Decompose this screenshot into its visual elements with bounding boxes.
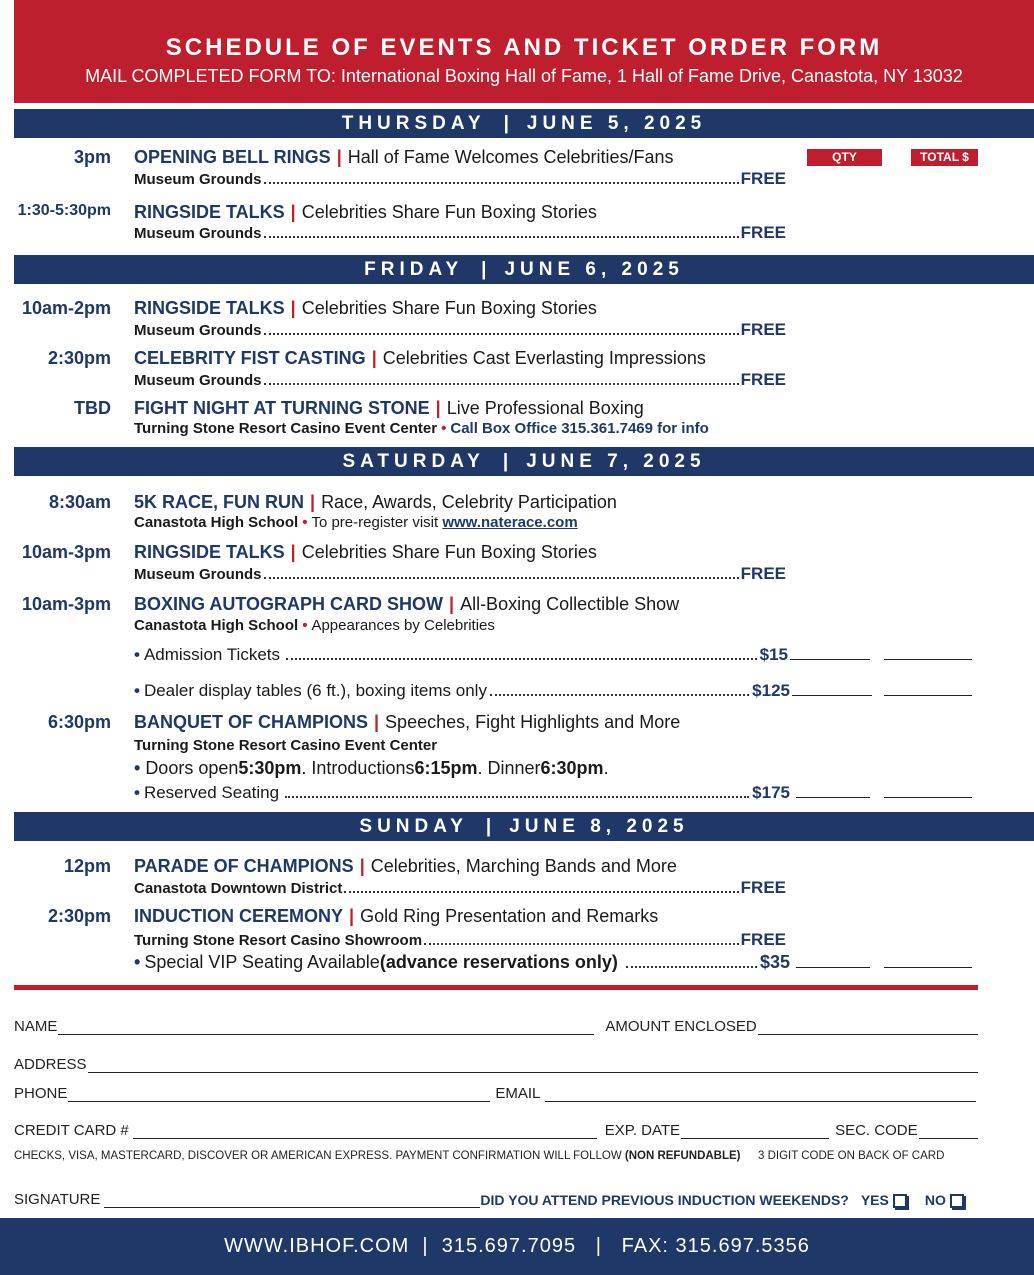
credit-card-row bbox=[14, 1122, 978, 1139]
total-field[interactable] bbox=[884, 644, 972, 660]
vip-seating-row: • Special VIP Seating Available (advance reservations only) $35 bbox=[134, 952, 972, 973]
sec-label: SEC. CODE bbox=[835, 1122, 918, 1139]
address-row bbox=[14, 1056, 978, 1073]
event-location-row bbox=[134, 878, 786, 898]
item-price: $125 bbox=[752, 681, 790, 700]
event-time: TBD bbox=[74, 398, 111, 418]
banquet-schedule: • Doors open 5:30pm . Introductions 6:15pm . Dinner 6:30pm . bbox=[134, 758, 609, 778]
exp-label: EXP. DATE bbox=[604, 1122, 681, 1139]
event-time: 10am-2pm bbox=[21, 298, 111, 318]
event-location: Museum Grounds bbox=[134, 372, 262, 389]
event-description: Race, Awards, Celebrity Participation bbox=[321, 492, 617, 512]
event-description: Celebrities, Marching Bands and More bbox=[370, 856, 677, 876]
event-price: FREE bbox=[740, 320, 786, 339]
preregister-text: To pre-register visit bbox=[311, 514, 439, 531]
item-price: $15 bbox=[759, 645, 788, 664]
event-time: 1:30-5:30pm bbox=[17, 202, 111, 219]
payment-note bbox=[14, 1150, 741, 1162]
event-time: 3pm bbox=[73, 147, 111, 167]
event-description: Hall of Fame Welcomes Celebrities/Fans bbox=[347, 147, 674, 167]
event-name: BOXING AUTOGRAPH CARD SHOW bbox=[134, 594, 444, 614]
event-description: Gold Ring Presentation and Remarks bbox=[360, 906, 659, 926]
no-checkbox[interactable] bbox=[950, 1194, 964, 1208]
admission-tickets-row: • Admission Tickets $15 bbox=[134, 644, 972, 665]
address-label: ADDRESS bbox=[14, 1056, 87, 1073]
event-location: Turning Stone Resort Casino Showroom bbox=[134, 932, 423, 949]
event-title: BANQUET OF CHAMPIONS | Speeches, Fight Highlights and More bbox=[134, 712, 681, 732]
name-field[interactable] bbox=[58, 1020, 594, 1035]
event-price: FREE bbox=[740, 564, 786, 583]
dinner-time: 6:30pm bbox=[540, 758, 604, 778]
event-name: FIGHT NIGHT AT TURNING STONE bbox=[134, 398, 430, 418]
total-column-header: TOTAL $ bbox=[911, 149, 978, 166]
event-name: BANQUET OF CHAMPIONS bbox=[134, 712, 368, 732]
event-price: FREE bbox=[740, 878, 786, 897]
phone-row bbox=[14, 1085, 976, 1102]
item-label: Dealer display tables (6 ft.), boxing items only bbox=[143, 681, 487, 700]
day-band-friday bbox=[14, 255, 1034, 284]
day-name: SUNDAY bbox=[359, 816, 468, 837]
event-time: 6:30pm bbox=[47, 712, 111, 732]
event-location-row bbox=[134, 737, 786, 754]
mailing-address: MAIL COMPLETED FORM TO: International Boxing Hall of Fame, 1 Hall of Fame Drive, Canastota, NY 13032 bbox=[85, 66, 963, 86]
event-location: Museum Grounds bbox=[134, 225, 262, 242]
event-description: All-Boxing Collectible Show bbox=[460, 594, 680, 614]
event-name: OPENING BELL RINGS bbox=[134, 147, 331, 167]
address-field[interactable] bbox=[88, 1058, 978, 1073]
email-label: EMAIL bbox=[495, 1085, 541, 1102]
sec-field[interactable] bbox=[919, 1124, 978, 1139]
day-date: JUNE 7, 2025 bbox=[526, 451, 706, 472]
event-location-row: Turning Stone Resort Casino Event Center • Call Box Office 315.361.7469 for info bbox=[134, 420, 709, 437]
qty-field[interactable] bbox=[796, 952, 870, 968]
doors-time: 5:30pm bbox=[238, 758, 302, 778]
card-label: CREDIT CARD # bbox=[14, 1122, 129, 1139]
event-location-row bbox=[134, 320, 786, 340]
event-location: Canastota High School bbox=[134, 514, 299, 531]
event-location-row bbox=[134, 370, 786, 390]
qty-column-header: QTY bbox=[807, 149, 882, 166]
item-price: $175 bbox=[752, 783, 790, 802]
event-location-row: Canastota High School • To pre-register visit www.naterace.com bbox=[134, 514, 578, 531]
dinner-text: . Dinner bbox=[477, 758, 541, 778]
total-field[interactable] bbox=[884, 952, 972, 968]
box-office-info: Call Box Office 315.361.7469 for info bbox=[450, 420, 709, 437]
vip-note: (advance reservations only) bbox=[379, 952, 618, 972]
appearances-text: Appearances by Celebrities bbox=[311, 617, 495, 634]
event-location-row bbox=[134, 223, 786, 243]
event-time: 10am-3pm bbox=[21, 594, 111, 614]
total-field[interactable] bbox=[884, 680, 972, 696]
day-separator: | bbox=[485, 816, 492, 837]
item-price: $35 bbox=[759, 952, 790, 972]
naterace-link[interactable]: www.naterace.com bbox=[442, 514, 578, 531]
item-label: Admission Tickets bbox=[143, 645, 280, 664]
amount-label: AMOUNT ENCLOSED bbox=[605, 1018, 757, 1035]
previous-weekends-question: DID YOU ATTEND PREVIOUS INDUCTION WEEKENDS? bbox=[480, 1192, 849, 1208]
day-name: SATURDAY bbox=[342, 451, 485, 472]
event-title: CELEBRITY FIST CASTING | Celebrities Cast Everlasting Impressions bbox=[134, 348, 706, 368]
event-location: Museum Grounds bbox=[134, 322, 262, 339]
event-time: 12pm bbox=[63, 856, 111, 876]
day-separator: | bbox=[503, 113, 509, 134]
day-date: JUNE 8, 2025 bbox=[509, 816, 689, 837]
event-location: Museum Grounds bbox=[134, 566, 262, 583]
signature-row bbox=[14, 1191, 978, 1208]
event-description: Live Professional Boxing bbox=[446, 398, 644, 418]
sec-code-note: 3 DIGIT CODE ON BACK OF CARD bbox=[758, 1150, 945, 1162]
event-title: RINGSIDE TALKS | Celebrities Share Fun Boxing Stories bbox=[134, 202, 597, 222]
event-time: 2:30pm bbox=[47, 348, 111, 368]
event-time: 2:30pm bbox=[47, 906, 111, 926]
event-location-row bbox=[134, 930, 786, 950]
form-title: SCHEDULE OF EVENTS AND TICKET ORDER FORM bbox=[165, 34, 883, 61]
qty-field[interactable] bbox=[792, 680, 872, 696]
event-time: 8:30am bbox=[48, 492, 111, 512]
payment-methods: CHECKS, VISA, MASTERCARD, DISCOVER OR AMERICAN EXPRESS. PAYMENT CONFIRMATION WILL FOLLOW bbox=[14, 1150, 625, 1162]
footer-text: WWW.IBHOF.COM | 315.697.7095 | FAX: 315.697.5356 bbox=[224, 1235, 810, 1257]
event-name: 5K RACE, FUN RUN bbox=[134, 492, 305, 512]
event-location: Canastota High School bbox=[134, 617, 299, 634]
divider bbox=[14, 985, 978, 990]
dealer-tables-row: • Dealer display tables (6 ft.), boxing items only $125 bbox=[134, 680, 972, 701]
event-name: CELEBRITY FIST CASTING bbox=[134, 348, 366, 368]
event-time: 10am-3pm bbox=[21, 542, 111, 562]
event-location: Museum Grounds bbox=[134, 171, 262, 188]
event-description: Celebrities Share Fun Boxing Stories bbox=[301, 298, 597, 318]
event-location: Turning Stone Resort Casino Event Center bbox=[134, 737, 438, 754]
signature-field[interactable] bbox=[104, 1193, 480, 1208]
event-title: RINGSIDE TALKS | Celebrities Share Fun Boxing Stories bbox=[134, 542, 597, 562]
event-location: Canastota Downtown District bbox=[134, 880, 343, 897]
name-label: NAME bbox=[14, 1018, 58, 1035]
item-label: Reserved Seating bbox=[143, 783, 280, 802]
day-name: THURSDAY bbox=[341, 113, 486, 134]
event-title: OPENING BELL RINGS | Hall of Fame Welcomes Celebrities/Fans bbox=[134, 147, 674, 167]
day-band-saturday bbox=[14, 447, 1034, 476]
reserved-seating-row: • Reserved Seating $175 bbox=[134, 782, 972, 803]
name-row bbox=[14, 1018, 978, 1035]
signature-label: SIGNATURE bbox=[14, 1191, 101, 1208]
event-description: Speeches, Fight Highlights and More bbox=[385, 712, 681, 732]
day-separator: | bbox=[502, 451, 509, 472]
event-name: INDUCTION CEREMONY bbox=[134, 906, 344, 926]
intro-time: 6:15pm bbox=[414, 758, 478, 778]
event-price: FREE bbox=[740, 370, 786, 389]
day-date: JUNE 5, 2025 bbox=[526, 113, 707, 134]
event-name: RINGSIDE TALKS bbox=[134, 202, 285, 222]
header-banner bbox=[14, 0, 1034, 103]
day-band-sunday bbox=[14, 812, 1034, 841]
doors-text: Doors open bbox=[145, 758, 239, 778]
event-location-row: Canastota High School • Appearances by Celebrities bbox=[134, 617, 495, 634]
footer-contact bbox=[0, 1218, 1034, 1275]
phone-field[interactable] bbox=[68, 1087, 490, 1102]
event-title: PARADE OF CHAMPIONS | Celebrities, Marching Bands and More bbox=[134, 856, 677, 876]
event-price: FREE bbox=[740, 223, 786, 242]
event-location: Turning Stone Resort Casino Event Center bbox=[134, 420, 438, 437]
non-refundable: (NON REFUNDABLE) bbox=[624, 1150, 741, 1162]
event-description: Celebrities Cast Everlasting Impressions bbox=[382, 348, 706, 368]
event-location-row bbox=[134, 169, 786, 189]
card-field[interactable] bbox=[133, 1124, 597, 1139]
intro-text: . Introductions bbox=[301, 758, 415, 778]
exp-field[interactable] bbox=[681, 1124, 829, 1139]
yes-label: YES bbox=[860, 1192, 889, 1208]
event-title: INDUCTION CEREMONY | Gold Ring Presentation and Remarks bbox=[134, 906, 659, 926]
email-field[interactable] bbox=[545, 1087, 976, 1102]
no-label: NO bbox=[924, 1192, 946, 1208]
event-price: FREE bbox=[740, 169, 786, 188]
event-location-row bbox=[134, 564, 786, 584]
event-title: 5K RACE, FUN RUN | Race, Awards, Celebrity Participation bbox=[134, 492, 617, 512]
qty-field[interactable] bbox=[790, 644, 870, 660]
amount-field[interactable] bbox=[758, 1020, 978, 1035]
event-title: RINGSIDE TALKS | Celebrities Share Fun Boxing Stories bbox=[134, 298, 597, 318]
total-field[interactable] bbox=[884, 782, 972, 798]
day-name: FRIDAY bbox=[364, 259, 464, 280]
period: . bbox=[603, 758, 609, 778]
qty-field[interactable] bbox=[796, 782, 870, 798]
event-name: RINGSIDE TALKS bbox=[134, 542, 285, 562]
day-separator: | bbox=[481, 259, 487, 280]
yes-checkbox[interactable] bbox=[893, 1194, 907, 1208]
event-description: Celebrities Share Fun Boxing Stories bbox=[301, 542, 597, 562]
event-description: Celebrities Share Fun Boxing Stories bbox=[301, 202, 597, 222]
vip-label: Special VIP Seating Available bbox=[144, 952, 380, 972]
phone-label: PHONE bbox=[14, 1085, 68, 1102]
event-title: FIGHT NIGHT AT TURNING STONE | Live Professional Boxing bbox=[134, 398, 644, 418]
event-title: BOXING AUTOGRAPH CARD SHOW | All-Boxing Collectible Show bbox=[134, 594, 680, 614]
event-price: FREE bbox=[740, 930, 786, 949]
event-name: RINGSIDE TALKS bbox=[134, 298, 285, 318]
day-date: JUNE 6, 2025 bbox=[504, 259, 684, 280]
event-name: PARADE OF CHAMPIONS bbox=[134, 856, 354, 876]
day-band-thursday bbox=[14, 109, 1034, 138]
